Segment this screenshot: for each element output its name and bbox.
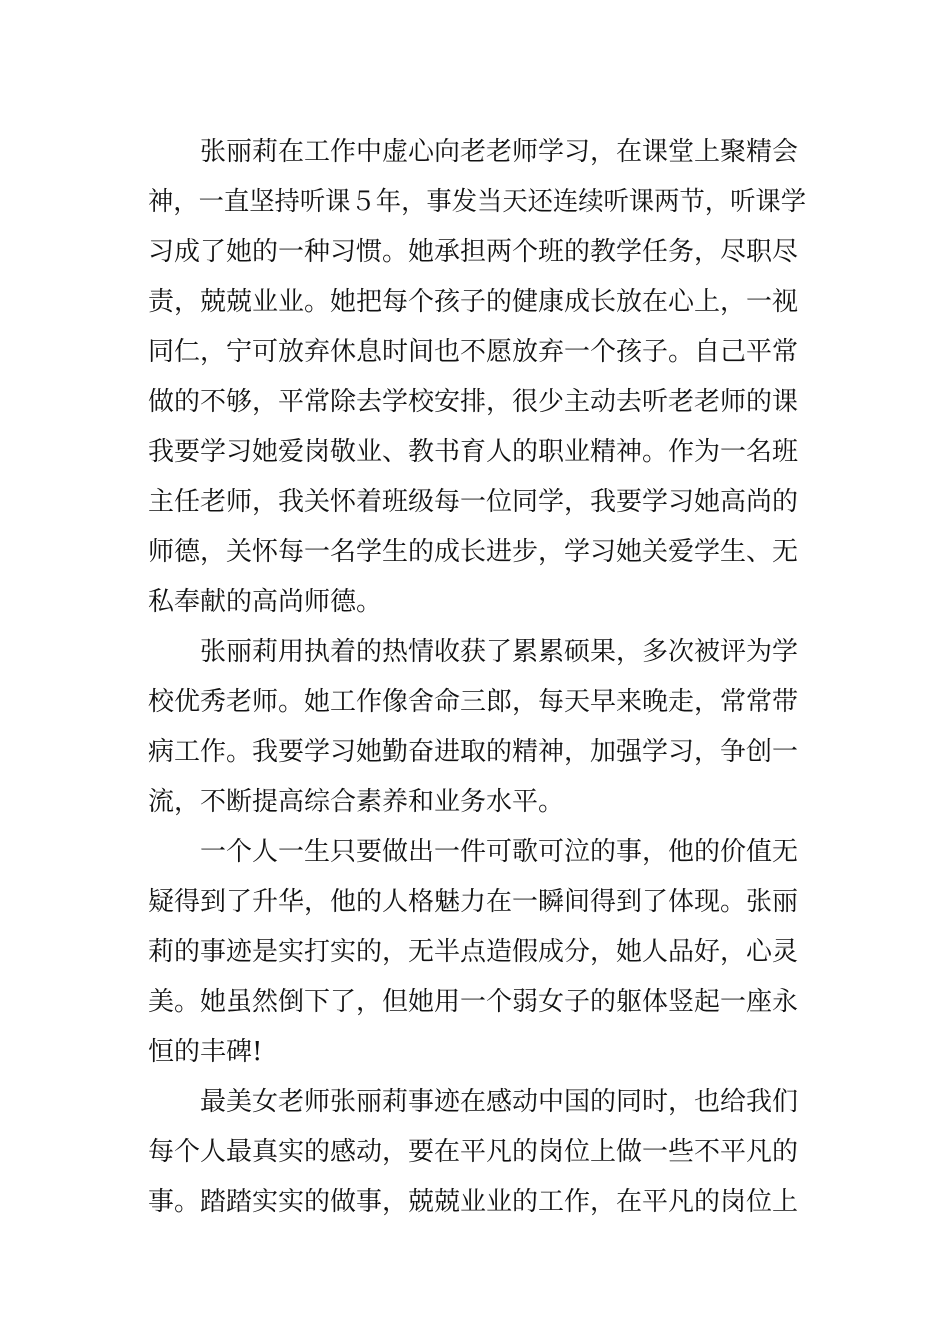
text-line: 张丽莉在工作中虚心向老老师学习，在课堂上聚精会 (200, 137, 799, 167)
text-line: 恒的丰碑! (148, 1037, 263, 1067)
text-line: 最美女老师张丽莉事迹在感动中国的同时，也给我们 (200, 1087, 799, 1117)
text-line: 做的不够，平常除去学校安排，很少主动去听老老师的课 (148, 387, 799, 417)
text-line: 校优秀老师。她工作像舍命三郎，每天早来晚走，常常带 (148, 687, 799, 717)
text-line: 事。踏踏实实的做事，兢兢业业的工作，在平凡的岗位上 (148, 1187, 799, 1217)
text-line: 每个人最真实的感动，要在平凡的岗位上做一些不平凡的 (148, 1137, 799, 1167)
text-line: 责，兢兢业业。她把每个孩子的健康成长放在心上，一视 (148, 287, 799, 317)
text-line: 主任老师，我关怀着班级每一位同学，我要学习她高尚的 (148, 487, 799, 517)
text-line: 师德，关怀每一名学生的成长进步，学习她关爱学生、无 (148, 537, 799, 567)
text-line: 习成了她的一种习惯。她承担两个班的教学任务，尽职尽 (148, 237, 799, 267)
text-line: 私奉献的高尚师德。 (148, 587, 383, 617)
text-line: 张丽莉用执着的热情收获了累累硕果，多次被评为学 (200, 637, 799, 667)
text-line: 美。她虽然倒下了，但她用一个弱女子的躯体竖起一座永 (148, 987, 799, 1017)
text-line: 莉的事迹是实打实的，无半点造假成分，她人品好，心灵 (148, 937, 799, 967)
text-line: 同仁，宁可放弃休息时间也不愿放弃一个孩子。自己平常 (148, 337, 799, 367)
text-line: 一个人一生只要做出一件可歌可泣的事，他的价值无 (200, 837, 799, 867)
text-line: 流，不断提高综合素养和业务水平。 (148, 787, 565, 817)
text-line: 我要学习她爱岗敬业、教书育人的职业精神。作为一名班 (148, 437, 799, 467)
text-line: 病工作。我要学习她勤奋进取的精神，加强学习，争创一 (148, 737, 799, 767)
text-line: 神，一直坚持听课５年，事发当天还连续听课两节，听课学 (148, 187, 807, 217)
text-line: 疑得到了升华，他的人格魅力在一瞬间得到了体现。张丽 (148, 887, 799, 917)
